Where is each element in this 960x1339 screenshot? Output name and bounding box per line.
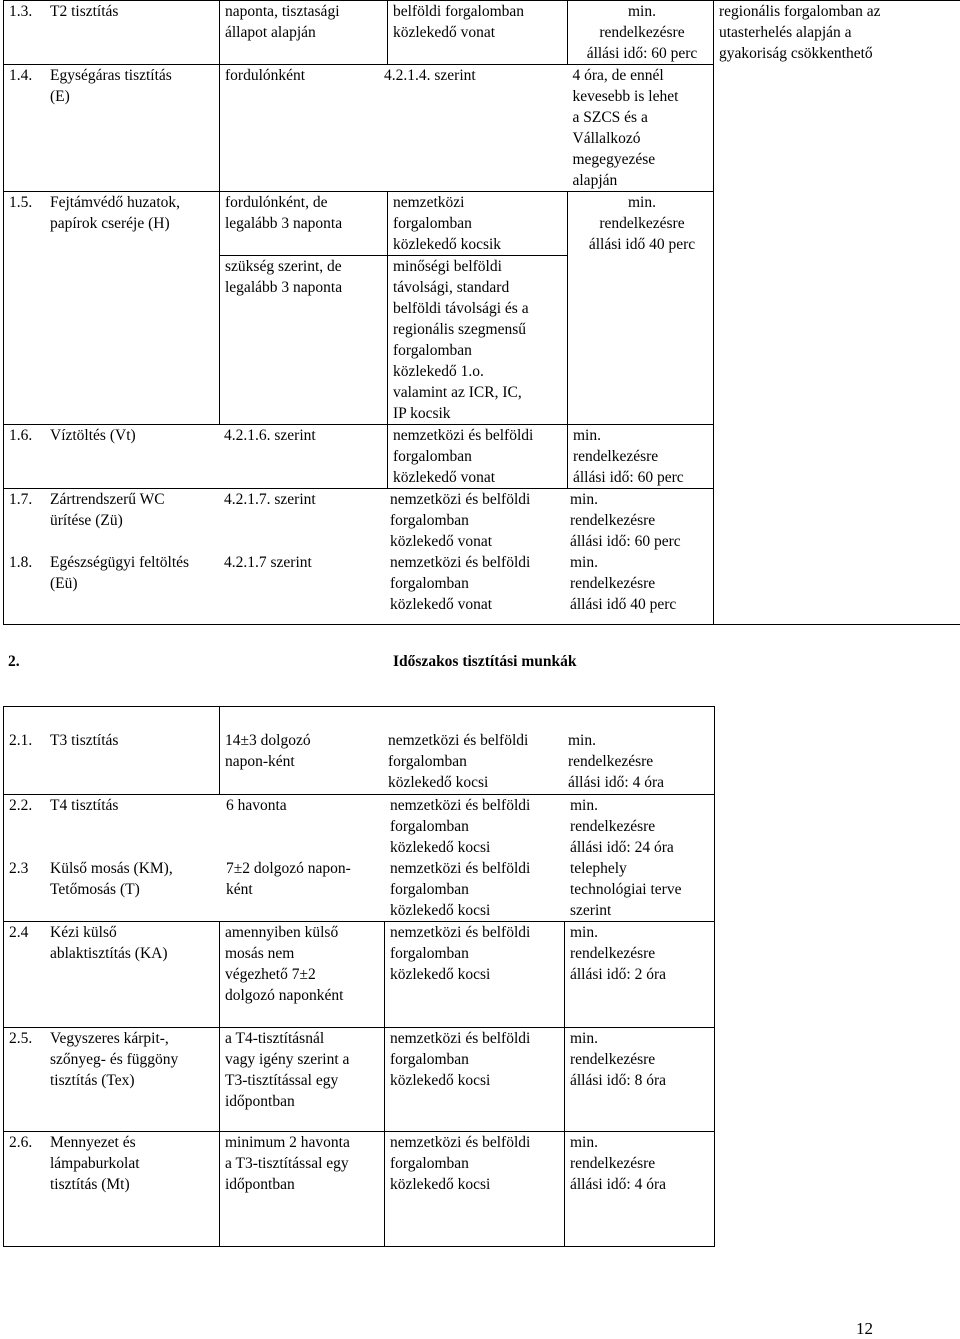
row-title: Víztöltés (Vt) — [50, 427, 136, 444]
row-number: 1.7. — [9, 489, 32, 510]
row-title: Vegyszeres kárpit-, szőnyeg- és függöny tisztítás (Tex) — [50, 1028, 219, 1091]
row-title: Zártrendszerű WC ürítése (Zü) — [50, 489, 220, 531]
vehicle-cell: nemzetközi és belföldi forgalomban közlekedő vonat — [388, 425, 567, 488]
row-title: T4 tisztítás — [50, 795, 118, 816]
vehicle-cell: belföldi forgalomban közlekedő vonat — [388, 1, 567, 43]
vehicle-cell: nemzetközi és belföldi forgalomban közlekedő kocsi — [385, 1132, 564, 1195]
min-time-cell: min. rendelkezésre állási idő: 2 óra — [565, 922, 714, 985]
row-number: 2.3 — [9, 858, 28, 879]
min-time-cell: min. rendelkezésre állási idő: 4 óra — [568, 730, 664, 793]
row-number: 1.8. — [9, 552, 32, 573]
row-number: 2.2. — [9, 795, 32, 816]
min-time-cell: min. rendelkezésre állási idő: 60 perc — [568, 425, 713, 488]
row-title: Fejtámvédő huzatok, papírok cseréje (H) — [50, 192, 219, 234]
vehicle-cell: minőségi belföldi távolsági, standard belföldi távolsági és a regionális szegmensű forgalomban közlekedő 1.o. valamint az ICR, IC, IP kocsik — [388, 256, 567, 424]
vehicle-cell: nemzetközi és belföldi forgalomban közlekedő vonat — [390, 552, 530, 615]
table-row — [4, 707, 715, 795]
frequency-cell: 14±3 dolgozó napon-ként — [225, 730, 311, 772]
row-number: 1.5. — [9, 192, 32, 213]
table-row — [4, 1, 960, 65]
frequency-cell: amennyiben külső mosás nem végezhető 7±2 dolgozó naponként — [220, 922, 384, 1006]
frequency-cell: 4.2.1.6. szerint — [224, 425, 316, 446]
row-title: T3 tisztítás — [50, 707, 219, 751]
vehicle-cell: nemzetközi és belföldi forgalomban közlekedő vonat — [390, 489, 530, 552]
row-title: Külső mosás (KM), Tetőmosás (T) — [50, 858, 173, 900]
section-number: 2. — [8, 651, 20, 672]
min-time-cell: telephely technológiai terve szerint — [570, 858, 681, 921]
row-title: Mennyezet és lámpaburkolat tisztítás (Mt) — [50, 1132, 219, 1195]
min-time-cell: min. rendelkezésre állási idő: 8 óra — [565, 1028, 714, 1091]
note-cell: regionális forgalomban az utasterhelés alapján a gyakoriság csökkenthető — [714, 1, 960, 64]
vehicle-cell: nemzetközi forgalomban közlekedő kocsik — [388, 192, 567, 255]
table-row — [4, 922, 715, 1028]
row-title: T2 tisztítás — [50, 1, 219, 22]
frequency-cell: 4.2.1.7. szerint — [224, 489, 316, 510]
frequency-cell: szükség szerint, de legalább 3 naponta — [220, 256, 387, 298]
min-time-cell: min. rendelkezésre állási idő 40 perc — [570, 552, 676, 615]
periodic-cleaning-table — [3, 706, 715, 1247]
min-time-cell: min. rendelkezésre állási idő: 4 óra — [565, 1132, 714, 1195]
vehicle-cell: nemzetközi és belföldi forgalomban közlekedő kocsi — [390, 795, 530, 858]
frequency-cell: fordulónként — [220, 67, 307, 84]
row-number: 2.4 — [9, 922, 28, 943]
section-title: Időszakos tisztítási munkák — [393, 651, 576, 672]
row-number: 2.5. — [9, 1028, 32, 1049]
vehicle-cell: nemzetközi és belföldi forgalomban közlekedő kocsi — [390, 858, 530, 921]
reference-cell: 4.2.1.4. szerint — [384, 65, 476, 86]
table-row — [4, 795, 715, 922]
row-title: Egységáras tisztítás (E) — [50, 65, 219, 107]
table-row — [4, 1028, 715, 1132]
row-number: 1.4. — [9, 65, 32, 86]
row-number: 2.1. — [9, 730, 32, 751]
daily-cleaning-table — [3, 0, 960, 625]
min-time-cell: min. rendelkezésre állási idő: 60 perc — [570, 489, 681, 552]
min-time-cell: 4 óra, de ennél kevesebb is lehet a SZCS és a Vállalkozó megegyezése alapján — [568, 65, 714, 191]
frequency-cell: fordulónként, de legalább 3 naponta — [220, 192, 387, 234]
row-number: 1.6. — [9, 425, 32, 446]
frequency-cell: 6 havonta — [226, 795, 287, 816]
frequency-cell: a T4-tisztításnál vagy igény szerint a T3-tisztítással egy időpontban — [220, 1028, 384, 1112]
frequency-cell: 7±2 dolgozó napon- ként — [226, 858, 351, 900]
vehicle-cell: nemzetközi és belföldi forgalomban közlekedő kocsi — [385, 1028, 564, 1091]
min-time-cell: min. rendelkezésre állási idő: 60 perc — [568, 1, 713, 64]
row-title: Kézi külső ablaktisztítás (KA) — [50, 922, 219, 964]
page-number: 12 — [856, 1318, 873, 1339]
min-time-cell: min. rendelkezésre állási idő 40 perc — [568, 192, 713, 255]
frequency-cell: 4.2.1.7 szerint — [224, 552, 312, 573]
row-number: 2.6. — [9, 1132, 32, 1153]
min-time-cell: min. rendelkezésre állási idő: 24 óra — [570, 795, 674, 858]
row-title: Egészségügyi feltöltés (Eü) — [50, 552, 220, 594]
table-row — [4, 1132, 715, 1247]
row-number: 1.3. — [9, 1, 32, 22]
frequency-cell: minimum 2 havonta a T3-tisztítással egy időpontban — [220, 1132, 384, 1195]
vehicle-cell: nemzetközi és belföldi forgalomban közlekedő kocsi — [385, 922, 564, 985]
vehicle-cell: nemzetközi és belföldi forgalomban közlekedő kocsi — [388, 730, 528, 793]
frequency-cell: naponta, tisztasági állapot alapján — [220, 1, 387, 43]
